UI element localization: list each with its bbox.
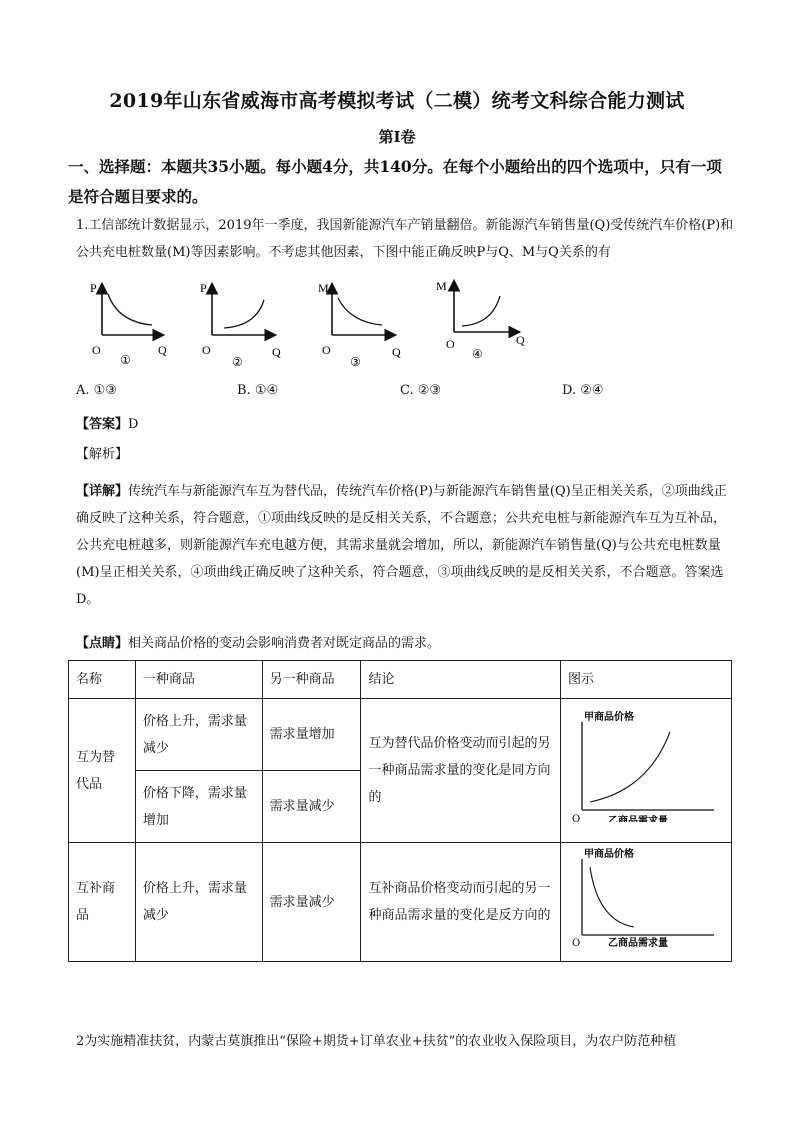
graph-1-number: ① <box>120 353 131 367</box>
option-c[interactable]: C. ②③ <box>400 383 442 398</box>
graph-1-x-label: Q <box>158 343 167 357</box>
graph-2-origin: O <box>202 343 211 357</box>
volume-label: 第Ⅰ卷 <box>378 128 416 146</box>
section-heading: 一、选择题：本题共35小题。每小题4分，共140分。在每个小题给出的四个选项中，只有一项是符合题目要求的。 <box>68 157 722 206</box>
detail-paragraph <box>76 478 736 613</box>
graph-1-y-label: P <box>90 281 97 295</box>
graph-1 <box>90 281 167 367</box>
detail-label: 【详解】 <box>76 484 129 499</box>
graph-3-y-label: M <box>318 281 329 295</box>
substitute-one-1: 价格上升，需求量减少 <box>135 699 262 771</box>
question-1-stem: 1.工信部统计数据显示，2019年一季度，我国新能源汽车产销量翻倍。新能源汽车销售量(Q)受传统汽车价格(P)和公共充电桩数量(M)等因素影响。不考虑其他因素，下图中能正确反映P与Q、M与Q关系的有 <box>76 218 734 260</box>
substitute-chart-cell <box>560 699 731 843</box>
related-goods-table <box>68 660 732 962</box>
graph-2-curve <box>224 300 264 328</box>
answer-value: D <box>128 417 139 432</box>
graph-3-origin: O <box>322 343 331 357</box>
option-b[interactable]: B. ①④ <box>237 383 279 398</box>
graph-3 <box>318 281 401 369</box>
complement-name: 互补商品 <box>69 843 136 962</box>
complement-chart-cell <box>560 843 731 962</box>
graph-3-x-label: Q <box>392 345 401 359</box>
answer-label: 【答案】 <box>76 417 129 432</box>
tip-text: 相关商品价格的变动会影响消费者对既定商品的需求。 <box>128 636 441 651</box>
complement-other: 需求量减少 <box>262 843 361 962</box>
complement-chart <box>568 847 718 947</box>
graph-1-curve <box>108 294 152 325</box>
option-a[interactable]: A. ①③ <box>76 383 117 398</box>
graph-2-number: ② <box>232 355 243 369</box>
graph-4-x-label: Q <box>516 333 525 347</box>
graph-4-y-label: M <box>436 279 447 293</box>
graph-4-curve <box>462 296 500 326</box>
answer-line <box>76 413 138 432</box>
question-2-stem: 2为实施精准扶贫，内蒙古莫旗推出“保险+期货+订单农业+扶贫”的农业收入保险项目，为农户防范种植 <box>76 1034 677 1049</box>
detail-text: 传统汽车与新能源汽车互为替代品，传统汽车价格(P)与新能源汽车销售量(Q)呈正相关关系，②项曲线正确反映了这种关系，符合题意，①项曲线反映的是反相关关系，不合题意；公共充电桩与新能源汽车互为互补品，公共充电桩越多，则新能源汽车充电越方便，其需求量就会增加，所以，新能源汽车销售量(Q)与公共充电桩数量(M)呈正相关关系，④项曲线正确反映了这种关系，符合题意，③项曲线反映的是反相关关系，不合题意。答案选D。 <box>76 484 727 607</box>
table-header-row <box>69 661 732 699</box>
graph-3-number: ③ <box>350 355 361 369</box>
table-header: 名称 <box>69 661 136 699</box>
table-row <box>69 699 732 771</box>
tip-line <box>76 632 440 651</box>
complement-curve <box>590 867 634 927</box>
complement-chart-x-label: 乙商品需求量 <box>607 938 668 947</box>
substitute-chart-x-label: 乙商品需求量 <box>607 815 668 822</box>
table-header: 另一种商品 <box>262 661 361 699</box>
graph-4-origin: O <box>446 337 455 351</box>
page-title: 2019年山东省威海市高考模拟考试（二模）统考文科综合能力测试 <box>109 90 685 112</box>
graph-2 <box>200 281 281 369</box>
substitute-chart-y-label: 甲商品价格 <box>583 711 634 723</box>
substitute-other-2: 需求量减少 <box>262 771 361 843</box>
table-header: 图示 <box>560 661 731 699</box>
complement-chart-origin: O <box>571 938 581 947</box>
substitute-chart-origin: O <box>571 813 581 822</box>
table-header: 结论 <box>361 661 561 699</box>
substitute-name: 互为替代品 <box>69 699 136 843</box>
complement-one: 价格上升，需求量减少 <box>135 843 262 962</box>
graph-2-y-label: P <box>200 281 207 295</box>
complement-chart-y-label: 甲商品价格 <box>583 849 634 860</box>
graph-4-number: ④ <box>472 347 483 361</box>
complement-conclusion: 互补商品价格变动而引起的另一种商品需求量的变化是反方向的 <box>361 843 561 962</box>
graph-2-x-label: Q <box>272 345 281 359</box>
substitute-conclusion: 互为替代品价格变动而引起的另一种商品需求量的变化是同方向的 <box>361 699 561 843</box>
substitute-chart <box>568 710 718 822</box>
tip-label: 【点睛】 <box>76 636 129 651</box>
substitute-curve <box>590 732 670 802</box>
table-header: 一种商品 <box>135 661 262 699</box>
substitute-other-1: 需求量增加 <box>262 699 361 771</box>
graphs-svg <box>84 280 544 375</box>
graph-1-origin: O <box>92 343 101 357</box>
table-row <box>69 843 732 962</box>
option-d[interactable]: D. ②④ <box>562 383 604 398</box>
question-1-graphs <box>84 280 544 375</box>
graph-3-curve <box>338 298 382 325</box>
graph-4 <box>436 279 525 361</box>
substitute-one-2: 价格下降，需求量增加 <box>135 771 262 843</box>
analysis-label: 【解析】 <box>76 447 129 462</box>
